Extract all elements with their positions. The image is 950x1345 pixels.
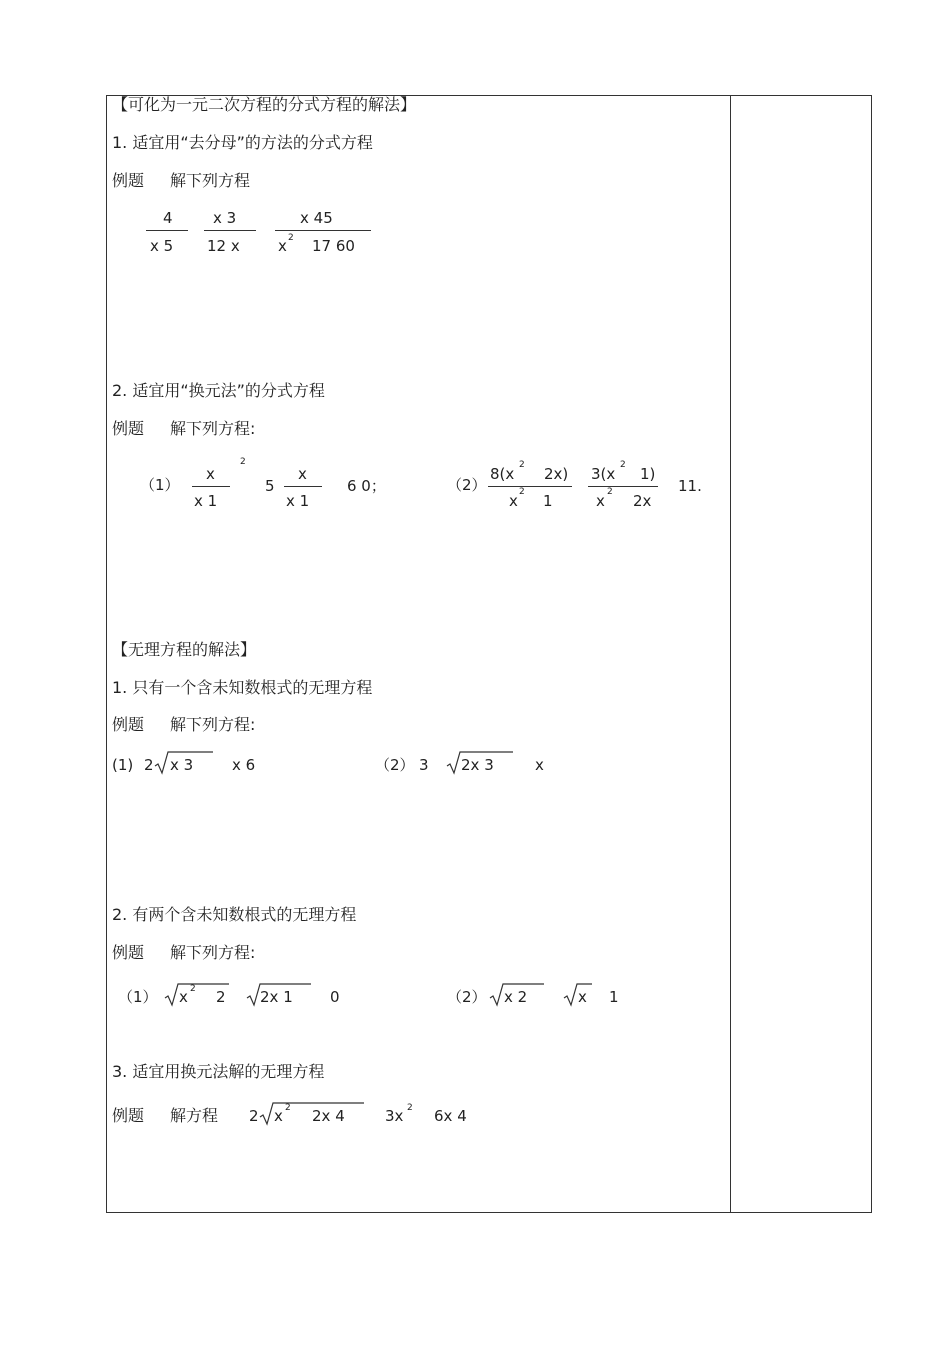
example-label: 例题 [112,715,145,734]
subheading-clear-denominator: 1. 适宜用“去分母”的方法的分式方程 [112,133,373,152]
column-divider [730,95,731,1213]
example-text: 解下列方程 [170,171,251,190]
fraction-bar [284,486,322,487]
example-label: 例题 [112,419,145,438]
example-text: 解下列方程: [170,943,256,962]
subheading-substitution-irrational: 3. 适宜用换元法解的无理方程 [112,1062,325,1081]
fraction-bar [192,486,230,487]
subheading-substitution: 2. 适宜用“换元法”的分式方程 [112,381,325,400]
fraction-bar [275,230,371,231]
section-heading-fractional: 【可化为一元二次方程的分式方程的解法】 [112,95,417,114]
example-text: 解下列方程: [170,715,256,734]
subheading-two-radicals: 2. 有两个含未知数根式的无理方程 [112,905,357,924]
example-label: 例题 [112,1106,145,1125]
example-text: 解下列方程: [170,419,256,438]
fraction-bar [146,230,188,231]
example-label: 例题 [112,943,145,962]
example-text: 解方程 [170,1106,219,1125]
section-heading-irrational: 【无理方程的解法】 [112,640,257,659]
fraction-bar [488,486,572,487]
fraction-bar [204,230,256,231]
subheading-single-radical: 1. 只有一个含未知数根式的无理方程 [112,678,373,697]
fraction-bar [588,486,658,487]
example-label: 例题 [112,171,145,190]
